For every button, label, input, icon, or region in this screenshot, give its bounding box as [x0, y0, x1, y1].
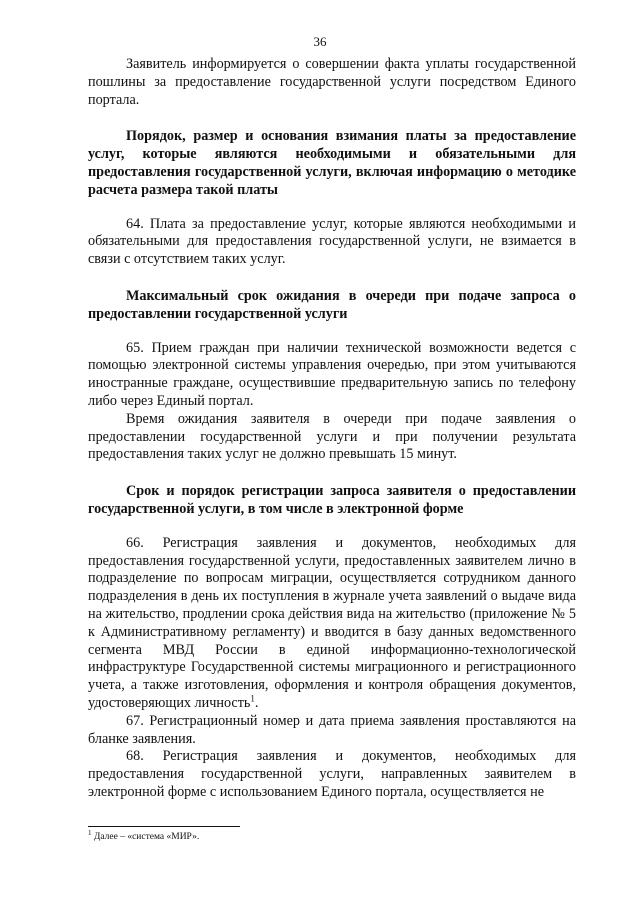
paragraph-66-text: 66. Регистрация заявления и документов, необходимых для предоставления государственной услуги, предоставленных заявителем лично в подразделение по вопросам миграции, осуществляется сотрудником данного подразделения в день их поступления в журнале учета заявлений о выдаче вида на жительство, продлении срока действия вида на жительство (приложение № 5 к Административному регламенту) и вводится в базу данных ведомственного сегмента МВД России в единой информационно-технологической инфраструктуре Государственной системы миграционного и регистрационного учета, а также изготовления, оформления и контроля обращения документов, удостоверяющих личность: [88, 534, 576, 711]
footnote-divider: [88, 826, 240, 827]
page-body: [88, 56, 576, 802]
paragraph-68: 68. Регистрация заявления и документов, необходимых для предоставления государственной услуги, направленных заявителем в электронной форме с использованием Единого портала, осуществляется не: [88, 748, 576, 800]
page-number: 36: [313, 34, 327, 49]
paragraph-wait-time: Время ожидания заявителя в очереди при подаче заявления о предоставлении государственной услуги и при получении результата предоставления таких услуг не должно превышать 15 минут.: [88, 410, 576, 463]
heading-max-wait-time: Максимальный срок ожидания в очереди при подаче запроса о предоставлении государственной услуги: [88, 287, 576, 322]
footnote-text: Далее – «система «МИР».: [93, 832, 200, 842]
paragraph-67: 67. Регистрационный номер и дата приема заявления проставляются на бланке заявления.: [88, 712, 576, 747]
paragraph-portal-payment-info: Заявитель информируется о совершении факта уплаты государственной пошлины за предоставление государственной услуги посредством Единого портала.: [88, 56, 576, 108]
heading-registration-procedure: Срок и порядок регистрации запроса заявителя о предоставлении государственной услуги, в том числе в электронной форме: [88, 483, 576, 517]
paragraph-66-tail: .: [254, 694, 259, 711]
heading-fee-procedure: Порядок, размер и основания взимания платы за предоставление услуг, которые являются необходимыми и обязательными для предоставления государственной услуги, включая информацию о методике расчета размера такой платы: [88, 128, 576, 198]
footnote-reference: 1: [250, 693, 255, 704]
footnote-mark: 1: [88, 828, 92, 837]
paragraph-65: 65. Прием граждан при наличии технической возможности ведется с помощью электронной системы управления очередью, при этом учитываются иностранные граждане, осуществившие предварительную запись по телефону либо через Единый портал.: [88, 339, 576, 409]
footnote: [88, 828, 576, 843]
paragraph-64: 64. Плата за предоставление услуг, которые являются необходимыми и обязательными для предоставления государственной услуги, не взимается в связи с отсутствием таких услуг.: [88, 215, 576, 268]
paragraph-66: [88, 535, 576, 713]
